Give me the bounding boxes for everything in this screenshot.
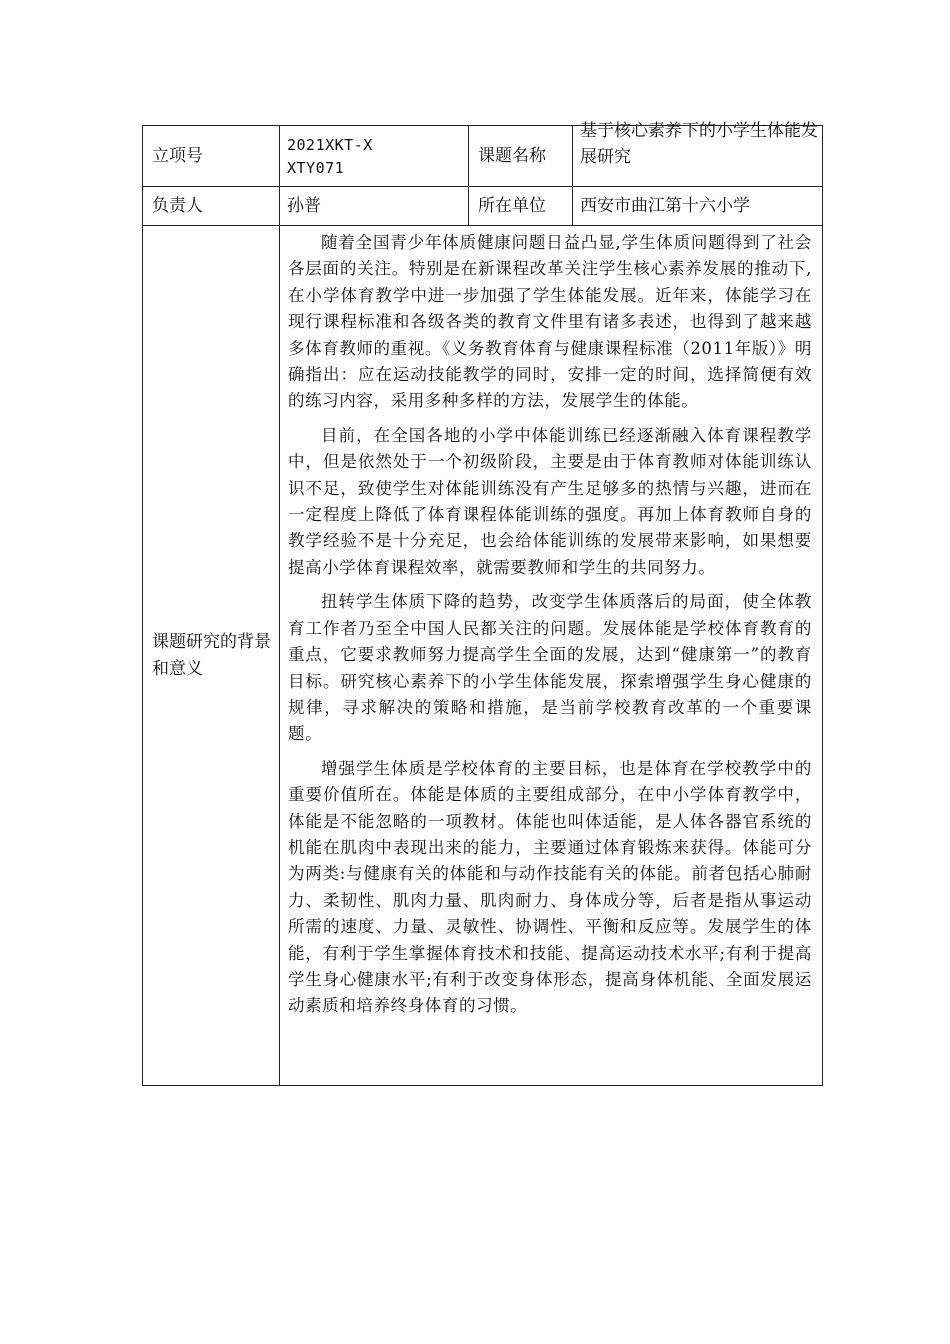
leader-value: 孙普 [280, 187, 469, 226]
leader-label: 负责人 [143, 187, 280, 226]
topic-name-text: 基于核心素养下的小学生体能发展研究 [580, 121, 818, 167]
topic-name-label: 课题名称 [469, 126, 573, 187]
project-info-table [142, 121, 823, 1086]
project-form [142, 121, 822, 1086]
background-paragraph-2: 目前，在全国各地的小学中体能训练已经逐渐融入体育课程教学中，但是依然处于一个初级阶段，主要是由于体育教师对体能训练认识不足，致使学生对体能训练没有产生足够多的热情与兴趣，进而在一定程度上降低了体育课程体能训练的强度。再加上体育教师自身的教学经验不是十分充足，也会给体能训练的发展带来影响，如果想要提高小学体育课程效率，就需要教师和学生的共同努力。 [288, 425, 812, 577]
background-paragraph-1: 随着全国青少年体质健康问题日益凸显,学生体质问题得到了社会各层面的关注。特别是在新课程改革关注学生核心素养发展的推动下,在小学体育教学中进一步加强了学生体能发展。近年来，体能学习在现行课程标准和各级各类的教育文件里有诸多表述，也得到了越来越多体育教师的重视。《义务教育体育与健康课程标准（2011年版）》明确指出：应在运动技能教学的同时，安排一定的时间，选择简便有效的练习内容，采用多种多样的方法，发展学生的体能。 [288, 233, 812, 411]
topic-name-value [573, 121, 823, 187]
table-row [143, 126, 823, 187]
background-paragraph-4: 增强学生体质是学校体育的主要目标，也是体育在学校教学中的重要价值所在。体能是体质的主要组成部分，在中小学体育教学中，体能是不能忽略的一项教材。体能也叫体适能，是人体各器官系统的机能在肌肉中表现出来的能力，主要通过体育锻炼来获得。体能可分为两类:与健康有关的体能和与动作技能有关的体能。前者包括心肺耐力、柔韧性、肌肉力量、肌肉耐力、身体成分等，后者是指从事运动所需的速度、力量、灵敏性、协调性、平衡和反应等。发展学生的体能，有利于学生掌握体育技术和技能、提高运动技术水平;有利于提高学生身心健康水平;有利于改变身体形态，提高身体机能、全面发展运动素质和培养终身体育的习惯。 [288, 758, 812, 1016]
unit-value: 西安市曲江第十六小学 [573, 187, 823, 226]
project-no-label: 立项号 [143, 126, 280, 187]
background-paragraph-3: 扭转学生体质下降的趋势，改变学生体质落后的局面，使全体教育工作者乃至全中国人民都关注的问题。发展体能是学校体育教育的重点，它要求教师努力提高学生全面的发展，达到“健康第一”的教育目标。研究核心素养下的小学生体能发展，探索增强学生身心健康的规律，寻求解决的策略和措施，是当前学校教育改革的一个重要课题。 [288, 592, 812, 744]
project-no-value [280, 126, 469, 187]
project-no-text: 2021XKT-XXTY071 [287, 136, 373, 177]
background-content [280, 226, 823, 1086]
unit-label: 所在单位 [469, 187, 573, 226]
table-row [143, 187, 823, 226]
table-row [143, 226, 823, 1086]
background-label: 课题研究的背景和意义 [143, 226, 280, 1086]
